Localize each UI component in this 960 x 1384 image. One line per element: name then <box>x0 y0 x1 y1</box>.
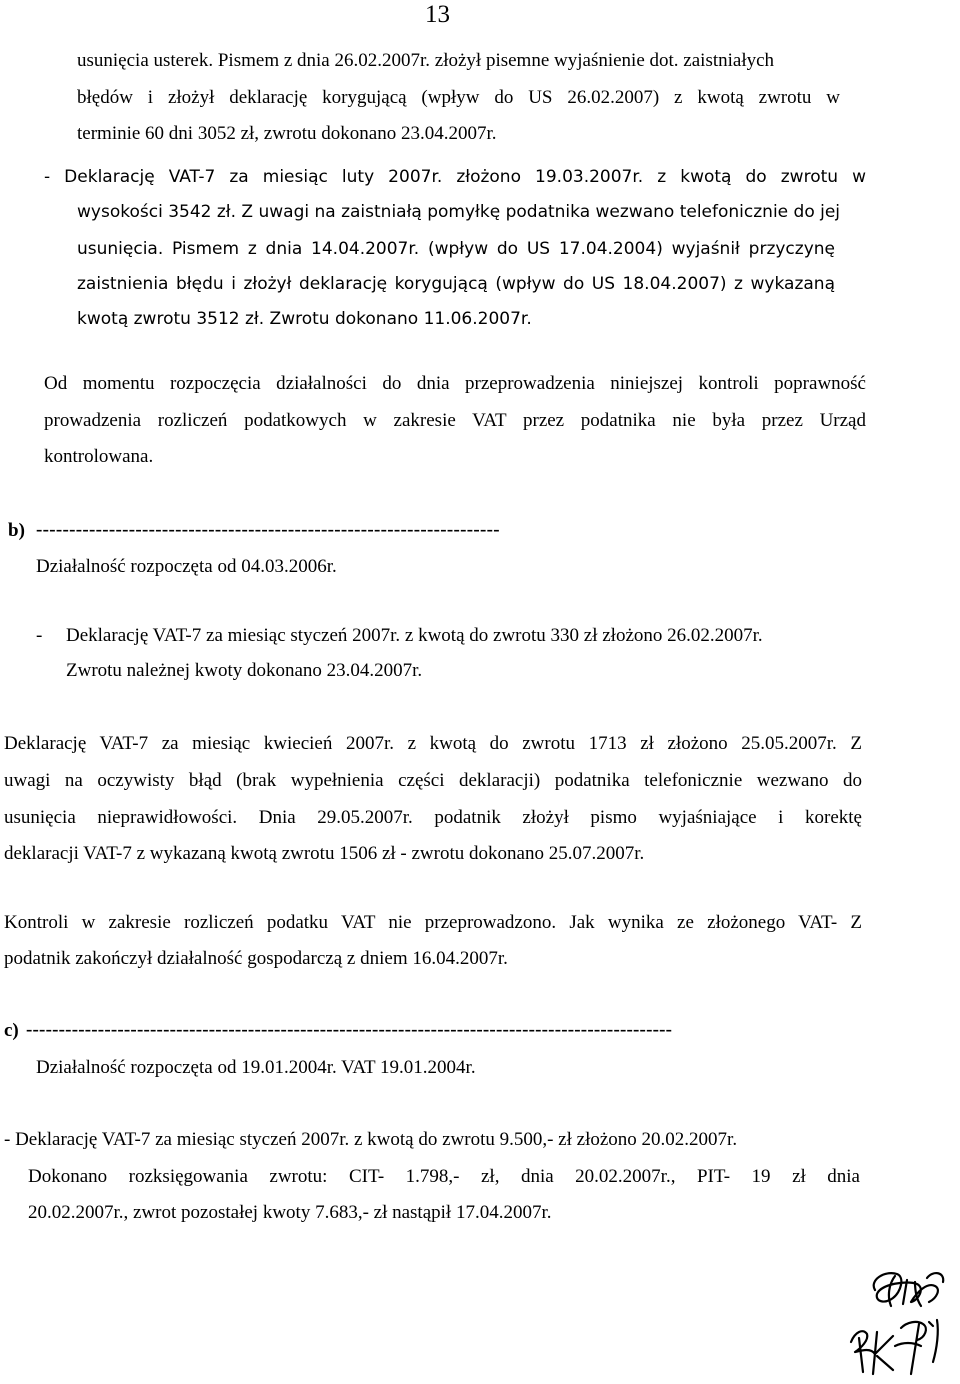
text-line: usunięcia nieprawidłowości. Dnia 29.05.2007r. podatnik złożył pismo wyjaśniające i korektę <box>4 807 862 828</box>
text-line: deklaracji VAT-7 z wykazaną kwotą zwrotu 1506 zł - zwrotu dokonano 25.07.2007r. <box>4 843 645 864</box>
handwritten-signature <box>845 1262 955 1382</box>
text-line: prowadzenia rozliczeń podatkowych w zakresie VAT przez podatnika nie była przez Urząd <box>44 410 866 431</box>
section-c-start-date: Działalność rozpoczęta od 19.01.2004r. VAT 19.01.2004r. <box>36 1057 476 1078</box>
text-line: terminie 60 dni 3052 zł, zwrotu dokonano 23.04.2007r. <box>77 123 497 144</box>
text-line: usunięcia. Pismem z dnia 14.04.2007r. (wpływ do US 17.04.2004) wyjaśnił przyczynę <box>77 239 835 259</box>
list-bullet: - <box>36 625 43 646</box>
page-number: 13 <box>425 1 450 28</box>
section-b-marker: b) <box>8 520 25 541</box>
text-line: usunięcia usterek. Pismem z dnia 26.02.2007r. złożył pisemne wyjaśnienie dot. zaistniałych <box>77 50 775 71</box>
text-line: kwotą zwrotu 3512 zł. Zwrotu dokonano 11.06.2007r. <box>77 309 532 329</box>
section-b-start-date: Działalność rozpoczęta od 04.03.2006r. <box>36 556 337 577</box>
text-line: błędów i złożył deklarację korygującą (wpływ do US 26.02.2007) z kwotą zwrotu w <box>77 87 840 108</box>
text-line: - Deklarację VAT-7 za miesiąc luty 2007r. złożono 19.03.2007r. z kwotą do zwrotu w <box>44 167 866 187</box>
text-line: Deklarację VAT-7 za miesiąc styczeń 2007r. z kwotą do zwrotu 330 zł złożono 26.02.2007r. <box>66 625 763 646</box>
text-line: kontrolowana. <box>44 446 154 467</box>
text-line: Zwrotu należnej kwoty dokonano 23.04.2007r. <box>66 660 423 681</box>
section-b-separator: ---------------------------------------------------------------------- <box>36 519 500 540</box>
text-line: - Deklarację VAT-7 za miesiąc styczeń 2007r. z kwotą do zwrotu 9.500,- zł złożono 20.02.2007r. <box>4 1129 738 1150</box>
text-line: Deklarację VAT-7 za miesiąc kwiecień 2007r. z kwotą do zwrotu 1713 zł złożono 25.05.2007r. Z <box>4 733 862 754</box>
text-line: Kontroli w zakresie rozliczeń podatku VAT nie przeprowadzono. Jak wynika ze złożonego VAT- Z <box>4 912 862 933</box>
section-c-separator: --------------------------------------------------------------------------------------------------- <box>26 1019 673 1040</box>
section-c-marker: c) <box>4 1020 19 1041</box>
text-line: Dokonano rozksięgowania zwrotu: CIT- 1.798,- zł, dnia 20.02.2007r., PIT- 19 zł dnia <box>28 1166 860 1187</box>
text-line: Od momentu rozpoczęcia działalności do dnia przeprowadzenia niniejszej kontroli poprawność <box>44 373 866 394</box>
text-line: uwagi na oczywisty błąd (brak wypełnienia części deklaracji) podatnika telefonicznie wezwano do <box>4 770 862 791</box>
text-line: wysokości 3542 zł. Z uwagi na zaistniałą pomyłkę podatnika wezwano telefonicznie do jej <box>77 202 841 222</box>
text-line: podatnik zakończył działalność gospodarczą z dniem 16.04.2007r. <box>4 948 508 969</box>
text-line: zaistnienia błędu i złożył deklarację korygującą (wpływ do US 18.04.2007) z wykazaną <box>77 274 835 294</box>
text-line: 20.02.2007r., zwrot pozostałej kwoty 7.683,- zł nastąpił 17.04.2007r. <box>28 1202 552 1223</box>
